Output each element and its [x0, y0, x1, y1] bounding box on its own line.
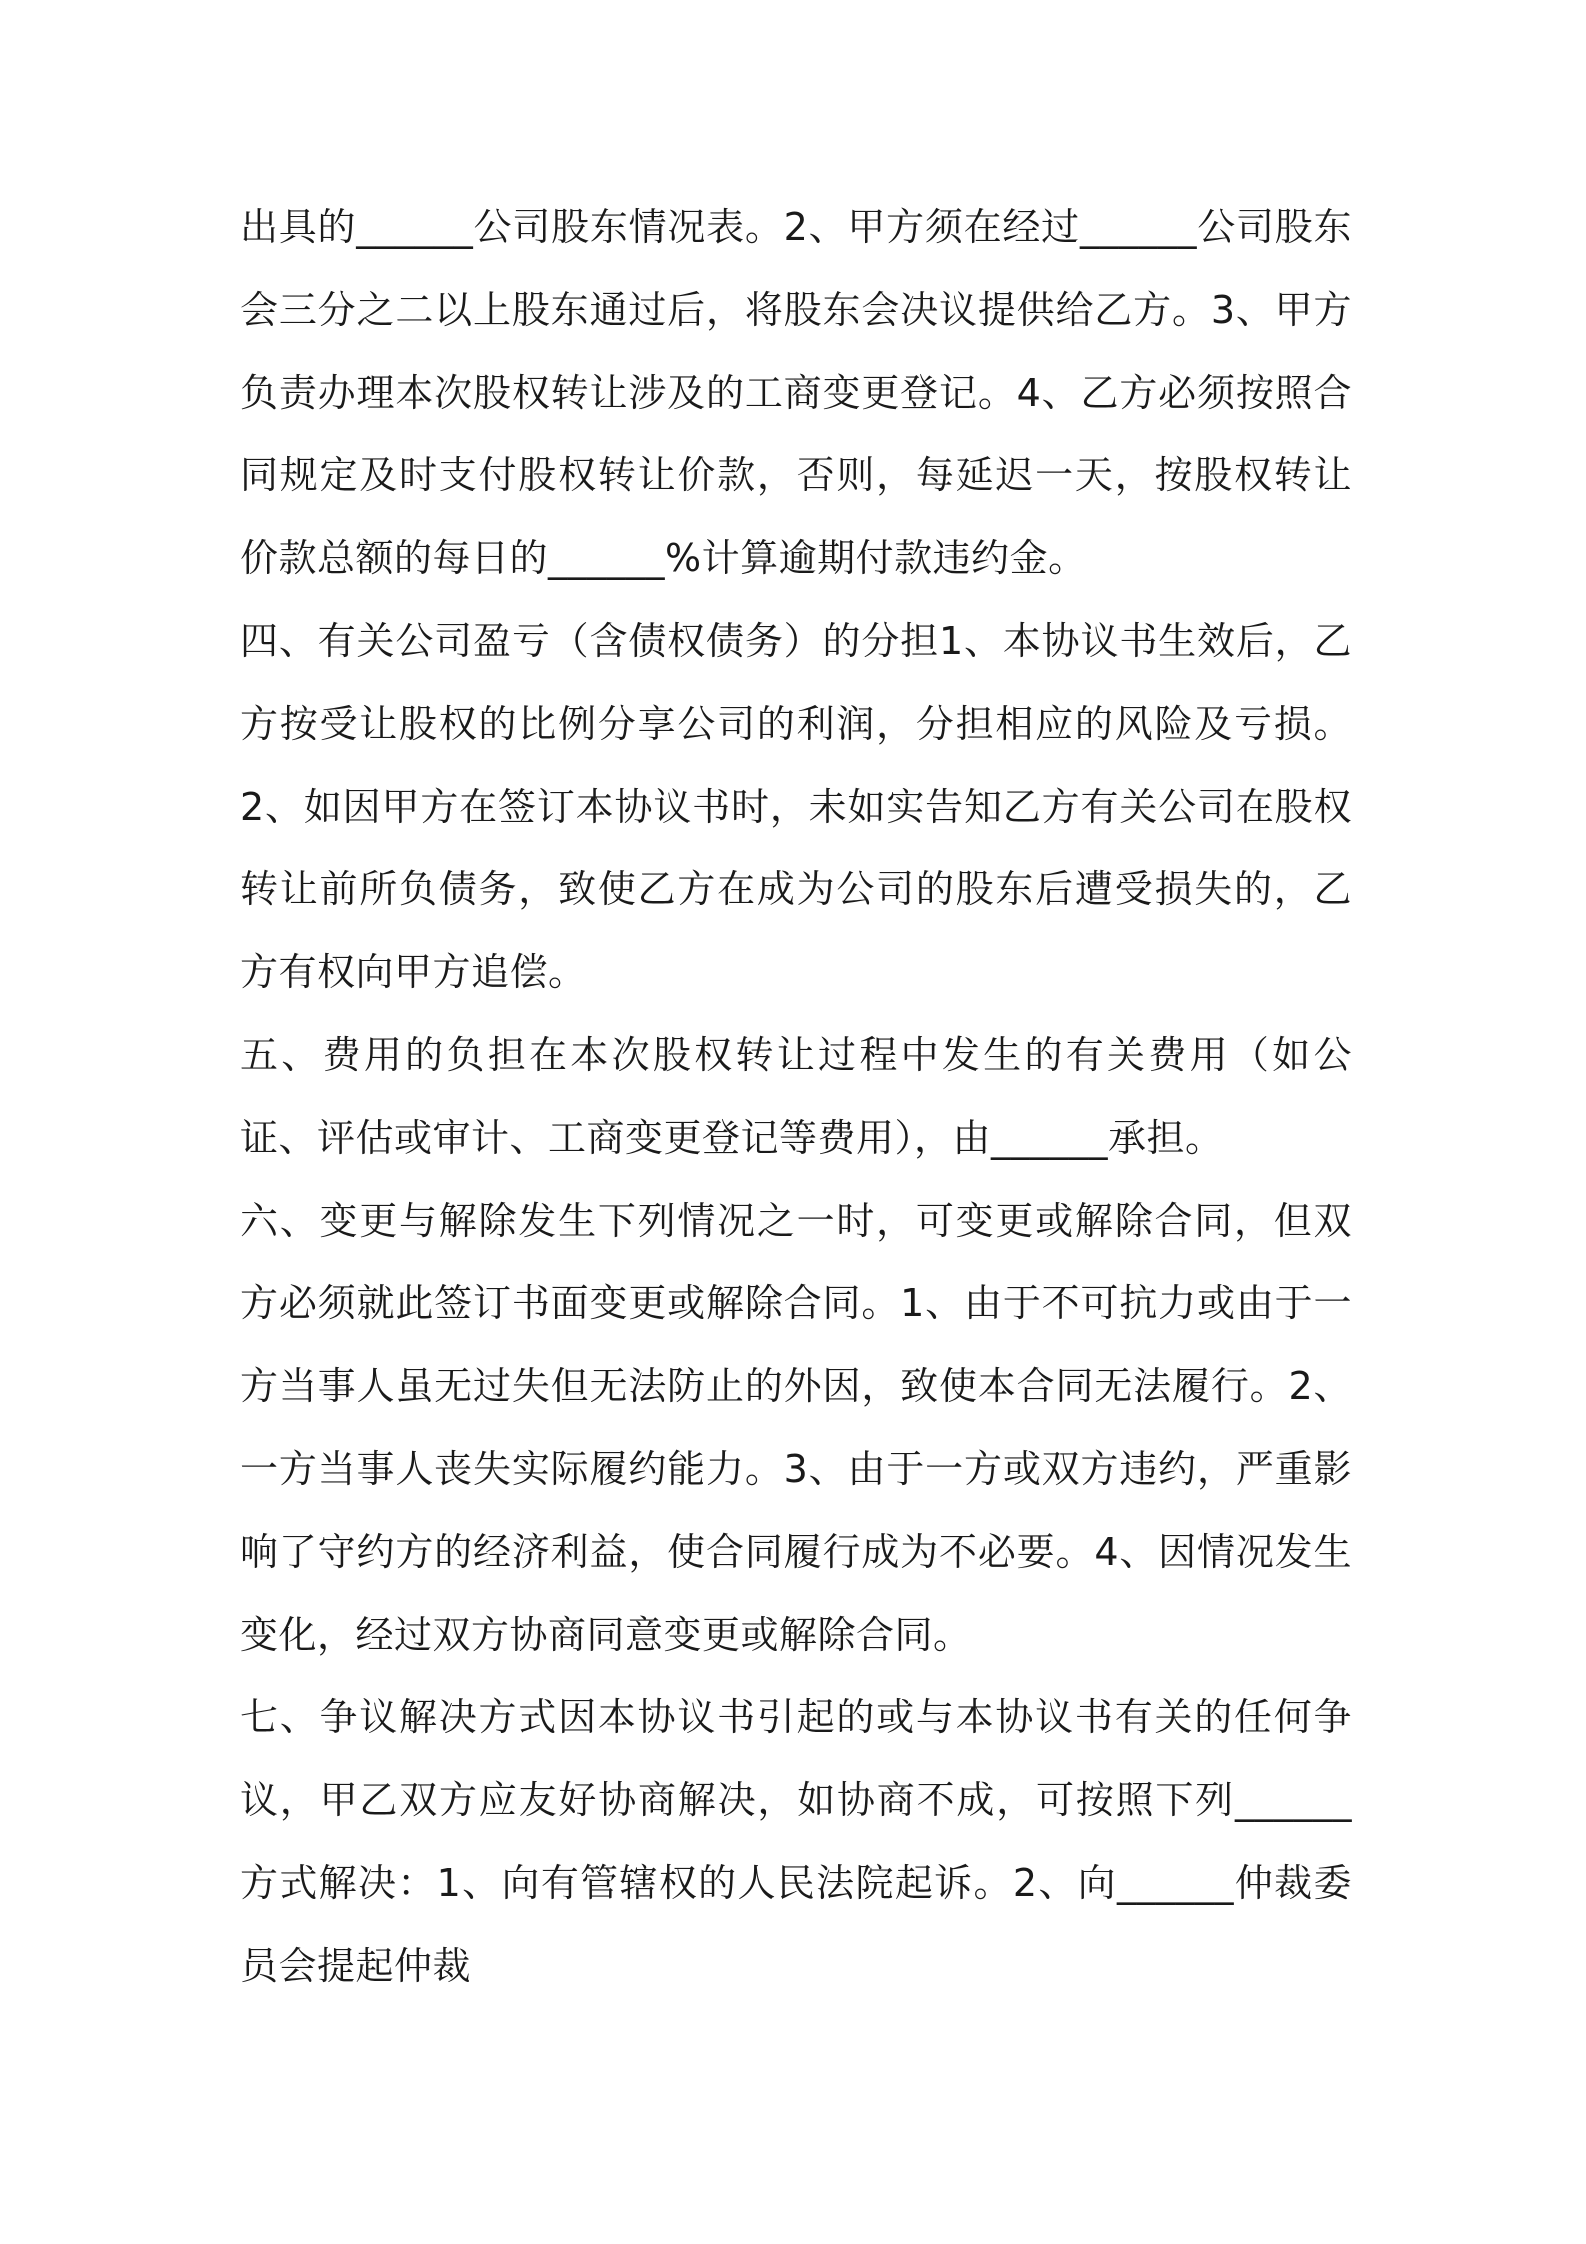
paragraph-dispute: 七、争议解决方式因本协议书引起的或与本协议书有关的任何争议，甲乙双方应友好协商解决，如协商不成，可按照下列______方式解决：1、向有管辖权的人民法院起诉。2、向______仲裁委员会提起仲裁 [240, 1695, 1352, 1988]
paragraph-profit-loss: 四、有关公司盈亏（含债权债务）的分担1、本协议书生效后，乙方按受让股权的比例分享公司的利润，分担相应的风险及亏损。2、如因甲方在签订本协议书时，未如实告知乙方有关公司在股权转让前所负债务，致使乙方在成为公司的股东后遭受损失的，乙方有权向甲方追偿。 [240, 618, 1352, 995]
paragraph-expenses: 五、费用的负担在本次股权转让过程中发生的有关费用（如公证、评估或审计、工商变更登记等费用），由______承担。 [240, 1032, 1352, 1160]
paragraph-obligations: 出具的______公司股东情况表。2、甲方须在经过______公司股东会三分之二以上股东通过后，将股东会决议提供给乙方。3、甲方负责办理本次股权转让涉及的工商变更登记。4、乙方必须按照合同规定及时支付股权转让价款，否则，每延迟一天，按股权转让价款总额的每日的______%计算逾期付款违约金。 [240, 205, 1352, 581]
paragraph-modification: 六、变更与解除发生下列情况之一时，可变更或解除合同，但双方必须就此签订书面变更或解除合同。1、由于不可抗力或由于一方当事人虽无过失但无法防止的外因，致使本合同无法履行。2、一方当事人丧失实际履约能力。3、由于一方或双方违约，严重影响了守约方的经济利益，使合同履行成为不必要。4、因情况发生变化，经过双方协商同意变更或解除合同。 [240, 1198, 1352, 1657]
document-body [240, 186, 1352, 2008]
